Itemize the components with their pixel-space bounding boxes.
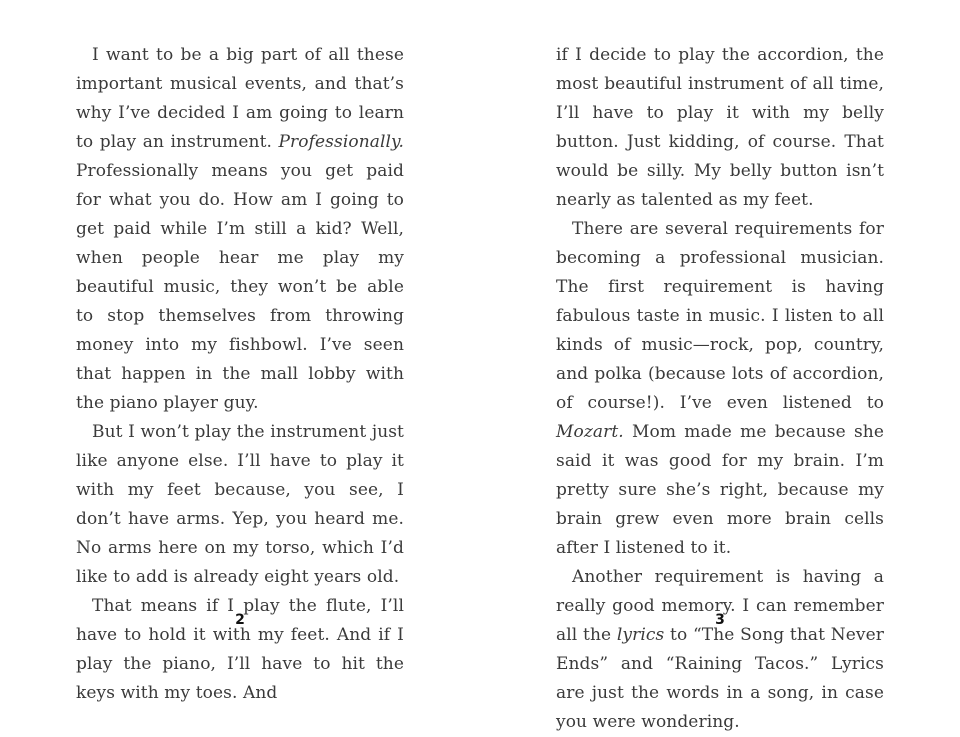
- right-page: [556, 41, 884, 737]
- text-segment: to “The Song that Never Ends” and “Raining Tacos.” Lyrics are just the words in a song, in case you were wondering.: [556, 625, 884, 732]
- text-segment: Mom made me because she said it was good for my brain. I’m pretty sure she’s right, because my brain grew even more brain cells after I listened to it.: [556, 422, 884, 558]
- paragraph: [76, 41, 404, 418]
- page-number: 2: [235, 612, 245, 628]
- text-segment: if I decide to play the accordion, the most beautiful instrument of all time, I’ll have to play it with my belly button. Just kidding, of course. That would be silly. My belly button isn’t nearly as talented as my feet.: [556, 45, 884, 210]
- paragraph: [556, 563, 884, 737]
- left-page: [76, 41, 404, 708]
- text-segment: But I won’t play the instrument just like anyone else. I’ll have to play it with my feet because, you see, I don’t have arms. Yep, you heard me. No arms here on my torso, which I’d like to add is already eight years old.: [76, 422, 404, 587]
- text-segment: Another requirement is having a really good memory. I can remember all the: [556, 567, 884, 645]
- paragraph: [76, 418, 404, 592]
- italic-text: lyrics: [616, 625, 665, 645]
- text-segment: I want to be a big part of all these important musical events, and that’s why I’ve decided I am going to learn to play an instrument.: [76, 45, 404, 152]
- text-segment: There are several requirements for becoming a professional musician. The first requirement is having fabulous taste in music. I listen to all kinds of music—rock, pop, country, and polka (because lots of accordion, of course!). I’ve even listened to: [556, 219, 884, 413]
- italic-text: Professionally.: [278, 132, 404, 152]
- text-segment: That means if I play the flute, I’ll have to hold it with my feet. And if I play the piano, I’ll have to hit the keys with my toes. And: [76, 596, 404, 703]
- paragraph: [556, 215, 884, 563]
- italic-text: Mozart.: [556, 422, 624, 442]
- text-segment: Professionally means you get paid for what you do. How am I going to get paid while I’m still a kid? Well, when people hear me play my beautiful music, they won’t be able to stop themselves from throwing money into my fishbowl. I’ve seen that happen in the mall lobby with the piano player guy.: [76, 161, 404, 413]
- page-number: 3: [715, 612, 725, 628]
- paragraph-continuation: [556, 41, 884, 215]
- paragraph: [76, 592, 404, 708]
